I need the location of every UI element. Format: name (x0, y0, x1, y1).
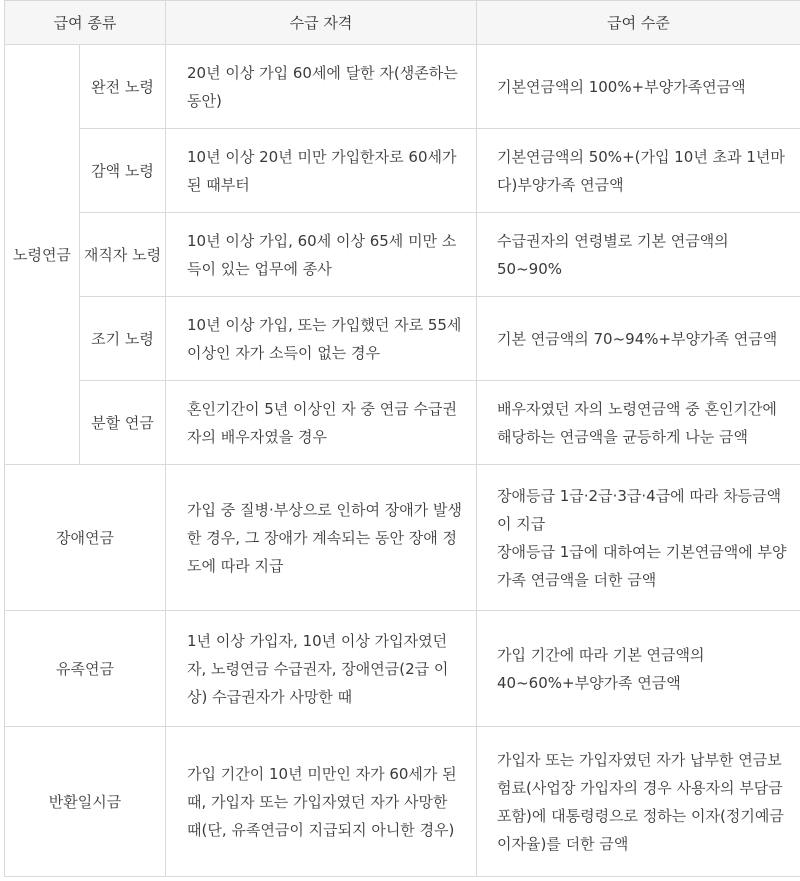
subtype-name: 분할 연금 (80, 381, 166, 465)
benefit-level-line: 장애등급 1급·2급·3급·4급에 따라 차등금액이 지급 (497, 486, 782, 533)
subtype-name: 완전 노령 (80, 45, 166, 129)
header-eligibility: 수급 자격 (166, 1, 477, 45)
eligibility-cell: 10년 이상 가입, 60세 이상 65세 미만 소득이 있는 업무에 종사 (166, 213, 477, 297)
table-row (5, 297, 800, 381)
table-row (5, 381, 800, 465)
table-row (5, 465, 800, 611)
eligibility-cell: 20년 이상 가입 60세에 달한 자(생존하는 동안) (166, 45, 477, 129)
subtype-name: 조기 노령 (80, 297, 166, 381)
eligibility-cell: 10년 이상 20년 미만 가입한자로 60세가 된 때부터 (166, 129, 477, 213)
pension-benefits-table (4, 0, 800, 877)
header-benefit-level: 급여 수준 (477, 1, 800, 45)
category-lump-sum-refund: 반환일시금 (5, 727, 166, 877)
header-row (5, 1, 800, 45)
table-row (5, 45, 800, 129)
subtype-name: 감액 노령 (80, 129, 166, 213)
benefit-level-cell: 기본 연금액의 70~94%+부양가족 연금액 (477, 297, 800, 381)
header-benefit-type: 급여 종류 (5, 1, 166, 45)
benefit-level-cell: 배우자였던 자의 노령연금액 중 혼인기간에 해당하는 연금액을 균등하게 나눈 금액 (477, 381, 800, 465)
category-disability-pension: 장애연금 (5, 465, 166, 611)
eligibility-cell: 혼인기간이 5년 이상인 자 중 연금 수급권자의 배우자였을 경우 (166, 381, 477, 465)
table-row (5, 611, 800, 727)
category-old-age-pension: 노령연금 (5, 45, 80, 465)
benefit-level-cell: 기본연금액의 50%+(가입 10년 초과 1년마다)부양가족 연금액 (477, 129, 800, 213)
eligibility-cell: 10년 이상 가입, 또는 가입했던 자로 55세 이상인 자가 소득이 없는 경우 (166, 297, 477, 381)
benefit-level-cell: 가입 기간에 따라 기본 연금액의 40~60%+부양가족 연금액 (477, 611, 800, 727)
table-row (5, 213, 800, 297)
eligibility-cell: 가입 기간이 10년 미만인 자가 60세가 된 때, 가입자 또는 가입자였던 자가 사망한 때(단, 유족연금이 지급되지 아니한 경우) (166, 727, 477, 877)
table-row (5, 727, 800, 877)
benefit-level-cell: 수급권자의 연령별로 기본 연금액의 50~90% (477, 213, 800, 297)
category-survivor-pension: 유족연금 (5, 611, 166, 727)
subtype-name: 재직자 노령 (80, 213, 166, 297)
eligibility-cell: 1년 이상 가입자, 10년 이상 가입자였던 자, 노령연금 수급권자, 장애연금(2급 이상) 수급권자가 사망한 때 (166, 611, 477, 727)
benefit-level-cell: 기본연금액의 100%+부양가족연금액 (477, 45, 800, 129)
table-row (5, 129, 800, 213)
eligibility-cell: 가입 중 질병·부상으로 인하여 장애가 발생한 경우, 그 장애가 계속되는 동안 장애 정도에 따라 지급 (166, 465, 477, 611)
benefit-level-line: 장애등급 1급에 대하여는 기본연금액에 부양가족 연금액을 더한 금액 (497, 542, 787, 589)
benefit-level-cell (477, 465, 800, 611)
benefit-level-cell: 가입자 또는 가입자였던 자가 납부한 연금보험료(사업장 가입자의 경우 사용자의 부담금 포함)에 대통령령으로 정하는 이자(정기예금 이자율)를 더한 금액 (477, 727, 800, 877)
